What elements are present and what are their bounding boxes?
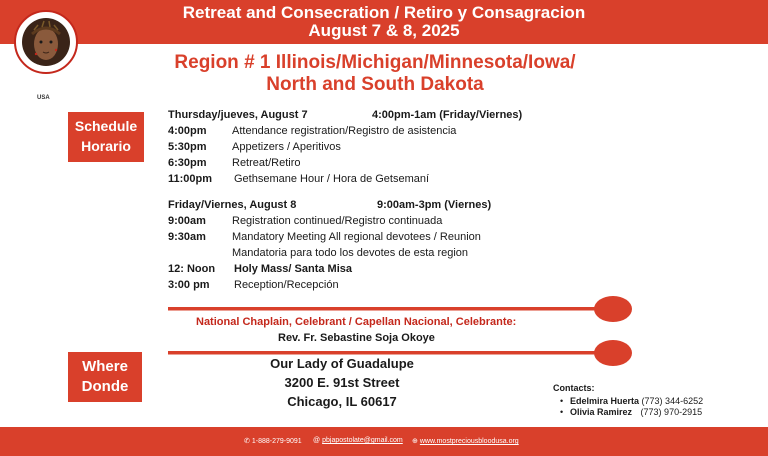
contact-name: Edelmira Huerta xyxy=(570,396,640,406)
schedule-time: 6:30pm xyxy=(168,157,207,169)
venue-street: 3200 E. 91st Street xyxy=(284,375,400,390)
schedule-label-en: Schedule xyxy=(74,118,138,134)
footer-phone-text: 1-888-279-9091 xyxy=(251,438,302,445)
day2-hours: 9:00am-3pm (Viernes) xyxy=(377,199,492,211)
contact-phone[interactable]: (773) 970-2915 xyxy=(640,407,703,417)
schedule-time: 4:00pm xyxy=(168,125,207,137)
region-title-line1: Region # 1 Illinois/Michigan/Minnesota/Iowa/ xyxy=(174,52,576,73)
chaplain-name: Rev. Fr. Sebastine Soja Okoye xyxy=(278,332,435,344)
email-icon: @ xyxy=(313,437,321,444)
schedule-label xyxy=(68,112,144,162)
footer-email[interactable] xyxy=(313,437,403,444)
schedule-time: 11:00pm xyxy=(168,173,213,185)
schedule-desc: Attendance registration/Registro de asistencia xyxy=(232,125,457,137)
crowned-face-emblem-icon xyxy=(14,6,78,88)
schedule-desc: Mandatoria para todo los devotes de esta region xyxy=(232,247,469,259)
footer-website[interactable] xyxy=(412,437,519,445)
contacts-title: Contacts: xyxy=(553,383,595,393)
venue-name: Our Lady of Guadalupe xyxy=(270,356,414,371)
footer-email-text: pbjapostolate@gmail.com xyxy=(322,437,403,444)
header-title-line2: August 7 & 8, 2025 xyxy=(308,21,460,40)
contact-item xyxy=(560,407,702,417)
contact-phone[interactable]: (773) 344-6252 xyxy=(641,396,704,406)
header-title-line1: Retreat and Consecration / Retiro y Consagracion xyxy=(182,3,586,22)
globe-icon: ⊕ xyxy=(412,438,418,445)
day1-title: Thursday/jueves, August 7 xyxy=(168,109,308,121)
venue-city: Chicago, IL 60617 xyxy=(287,394,397,409)
schedule-desc: Registration continued/Registro continuada xyxy=(232,215,443,227)
phone-icon: ✆ xyxy=(244,438,250,445)
schedule-time: 3:00 pm xyxy=(168,279,210,291)
schedule-time: 12: Noon xyxy=(168,263,216,275)
schedule-desc: Holy Mass/ Santa Misa xyxy=(234,263,352,275)
schedule-desc: Gethsemane Hour / Hora de Getsemaní xyxy=(234,173,430,185)
footer-website-text: www.mostpreciousbloodusa.org xyxy=(419,438,519,445)
contact-item xyxy=(560,396,703,406)
schedule-desc: Appetizers / Aperitivos xyxy=(232,141,341,153)
schedule-desc: Retreat/Retiro xyxy=(232,157,301,169)
footer-banner xyxy=(0,427,768,456)
schedule-time: 9:00am xyxy=(168,215,206,227)
footer-phone[interactable] xyxy=(244,437,302,445)
logo-caption: USA xyxy=(37,95,50,101)
day1-hours: 4:00pm-1am (Friday/Viernes) xyxy=(372,109,523,121)
where-label xyxy=(68,352,142,402)
bullet-icon: • xyxy=(560,407,564,417)
where-label-en: Where xyxy=(82,358,128,375)
schedule-label-es: Horario xyxy=(81,138,131,154)
schedule-time: 5:30pm xyxy=(168,141,207,153)
where-label-es: Donde xyxy=(81,378,129,395)
schedule-desc: Reception/Recepción xyxy=(234,279,339,291)
bullet-icon: • xyxy=(560,396,564,406)
region-title-line2: North and South Dakota xyxy=(266,74,484,95)
chaplain-label: National Chaplain, Celebrant / Capellan Nacional, Celebrante: xyxy=(196,316,517,328)
schedule-time: 9:30am xyxy=(168,231,206,243)
schedule-desc: Mandatory Meeting All regional devotees / Reunion xyxy=(232,231,481,243)
contact-name: Olivia Ramirez xyxy=(570,407,633,417)
day2-title: Friday/Viernes, August 8 xyxy=(168,199,297,211)
header-banner xyxy=(0,0,768,44)
